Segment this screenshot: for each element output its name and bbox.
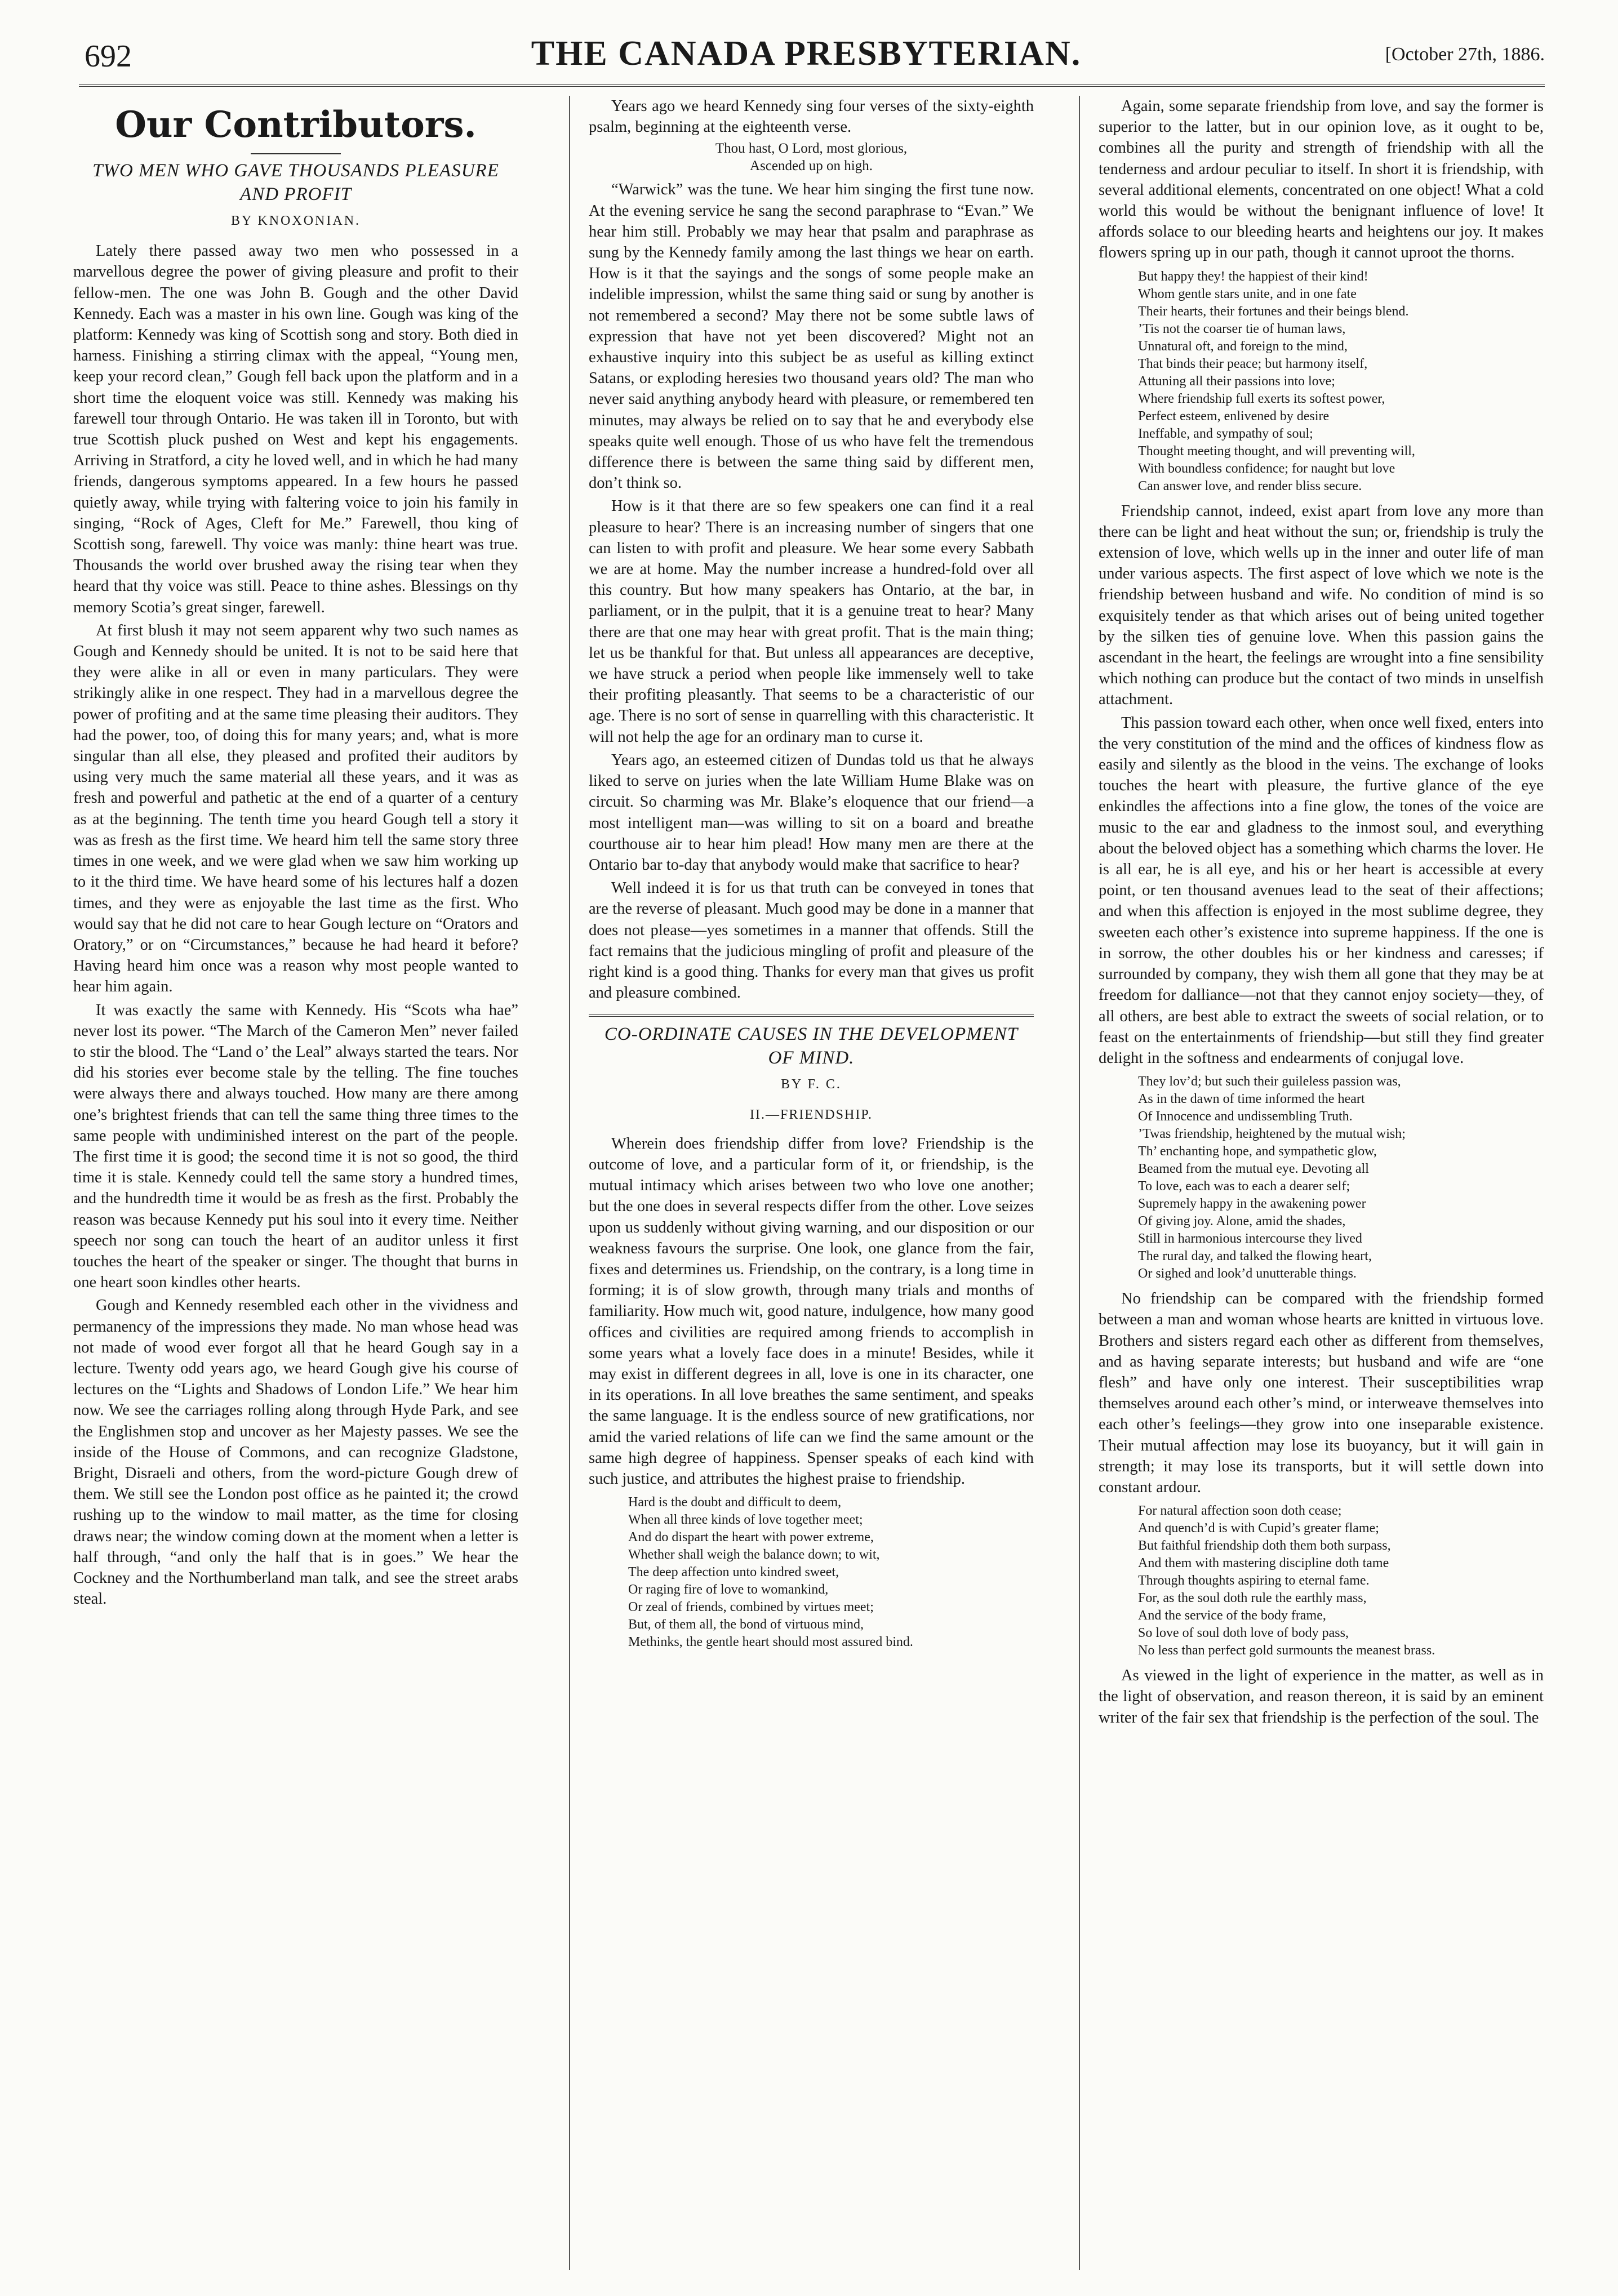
verse-line: Thou hast, O Lord, most glorious,: [715, 141, 908, 157]
verse-line: Ascended up on high.: [749, 158, 873, 174]
heading-rule: [251, 153, 341, 154]
poem-line: Can answer love, and render bliss secure.: [1138, 478, 1362, 493]
poem: [628, 1494, 1034, 1651]
poem-line: For, as the soul doth rule the earthly mass,: [1138, 1591, 1367, 1606]
paragraph: This passion toward each other, when once well fixed, enters into the very constitution of the mind and the offices of kindness flow as easily and silently as the blood in the veins. The exchange of looks touches the heart with pleasure, the furtive glance of the eye enkindles the affections into a fine glow, the tones of the voice are music to the ear and gladness to the inmost soul, and everything about the beloved object has a something which charms the lover. He is all ear, he is all eye, and his or her heart is accessible at every point, or ten thousand avenues lead to the seat of their affections; and when this affection is enjoyed in the most sublime degree, they sweeten each other’s existence into supreme happiness. If the one is in sorrow, the other doubles his or her kindness and caresses; if surrounded by company, they wish them all gone that they may be at freedom for dalliance—not that they cannot enjoy society—they, of all others, are best able to extract the sweets of social relation, or to feast on the entertainments of friendship—but still they find greater delight in the softness and endearments of conjugal love.: [1099, 714, 1544, 1067]
poem-line: Whether shall weigh the balance down; to wit,: [628, 1547, 880, 1563]
poem-line: To love, each was to each a dearer self;: [1138, 1179, 1350, 1194]
paragraph: No friendship can be compared with the friendship formed between a man and woman whose hearts are knitted in virtuous love. Brothers and sisters regard each other as different from themselves, and as having separate interests; but husband and wife are “one flesh” and have only one interest. Their susceptibilities wrap themselves around each other’s mind, or interweave themselves into each other’s feelings—they grow into one inseparable existence. Their mutual affection may lose its buoyancy, but it will gain in strength; it may lose its transports, but it will settle down into constant ardour.: [1099, 1290, 1544, 1496]
poem-line: Perfect esteem, enlivened by desire: [1138, 408, 1330, 424]
poem-line: And the service of the body frame,: [1138, 1608, 1326, 1623]
poem-line: So love of soul doth love of body pass,: [1138, 1626, 1349, 1641]
issue-date: [October 27th, 1886.: [1385, 44, 1545, 65]
poem-line: They lov’d; but such their guileless passion was,: [1138, 1074, 1401, 1089]
paragraph: “Warwick” was the tune. We hear him singing the first tune now. At the evening service he sang the second paraphrase to “Evan.” We hear him still. Probably we may hear that psalm and paraphrase as sung by the Kennedy family among the last things we hear on earth. How is it that the sayings and the songs of some people make an indelible impression, whilst the same thing said or sung by another is not remembered a second? May there not be some subtle laws of expression that have not yet been discovered? Might not an exhaustive inquiry into this subject be as useful as killing extinct Satans, or exploding heresies two thousand years old? The man who never said anything anybody heard with pleasure, or remembered ten minutes, may always be relied on to say that he and everybody else speaks quite well enough. Those of us who have felt the tremendous difference there is between the same thing said by different men, don’t think so.: [589, 181, 1034, 492]
poem-line: Or raging fire of love to womankind,: [628, 1582, 829, 1598]
article-title: TWO MEN WHO GAVE THOUSANDS PLEASURE AND PROFIT: [92, 161, 499, 204]
poem-line: Their hearts, their fortunes and their beings blend.: [1138, 304, 1409, 319]
poem-line: The rural day, and talked the flowing heart,: [1138, 1249, 1372, 1264]
poem-line: But, of them all, the bond of virtuous mind,: [628, 1617, 864, 1632]
paragraph: Again, some separate friendship from love, and say the former is superior to the latter, but in our opinion love, as it ought to be, combines all the purity and strength of friendship with all the tenderness and ardour peculiar to itself. In short it is friendship, with several additional elements, concentrated on one object! What a cold world this would be without the benignant influence of love! It affords solace to our bleeding hearts and heightens our joy. It makes flowers spring up in our path, though it cannot uproot the thorns.: [1099, 97, 1544, 262]
poem-line: Supremely happy in the awakening power: [1138, 1196, 1366, 1212]
poem-line: Methinks, the gentle heart should most assured bind.: [628, 1635, 913, 1650]
department-heading: Our Contributors.: [115, 104, 477, 146]
poem-line: Unnatural oft, and foreign to the mind,: [1138, 339, 1348, 354]
paragraph: Well indeed it is for us that truth can be conveyed in tones that are the reverse of pleasant. Much good may be done in a manner that does not please—yes sometimes in a manner that offends. Still the fact remains that the judicious mingling of profit and pleasure of the right kind is a good thing. Thanks for every man that gives us profit and pleasure combined.: [589, 879, 1034, 1002]
poem-line: Whom gentle stars unite, and in one fate: [1138, 286, 1357, 301]
paragraph: Wherein does friendship differ from love? Friendship is the outcome of love, and a particular form of it, or friendship, is the mutual intimacy which arises between two who love one another; but the one does in several respects differ from the other. Love seizes upon us suddenly without giving warning, and our disposition or our weakness favours the surprise. One look, one glance from the fair, fixes and determines us. Friendship, on the contrary, is a long time in forming; it is of slow growth, through many trials and months of familiarity. How much wit, good nature, indulgence, how many good offices and civilities are required among friends to accomplish in some years what a lovely face does in a minute! Besides, while it may exist in different degrees in all, love is one in its character, one in its operations. In all love breathes the same sentiment, and speaks the same language. It is the endless source of new gratifications, nor amid the varied relations of life can we find the same amount or the same high degree of happiness. Spenser speaks of each kind with such justice, and attributes the highest praise to friendship.: [589, 1134, 1034, 1488]
poem-line: Ineffable, and sympathy of soul;: [1138, 426, 1313, 441]
poem-line: Hard is the doubt and difficult to deem,: [628, 1495, 842, 1510]
header-rule: [79, 84, 1545, 87]
paragraph: At first blush it may not seem apparent why two such names as Gough and Kennedy should be united. It is not to be said here that they were alike in all or even in many particulars. They were strikingly alike in one respect. They had in a marvellous degree the power of profiting and at the same time pleasing their auditors. They had the power, too, of doing this for many years; and, what is more singular than all else, they pleased and profited their auditors by using very much the same material all these years, and it was as fresh and powerful and pathetic at the end of a quarter of a century as at the beginning. The tenth time you heard Gough tell a story it was as fresh as the first time. We heard him tell the same story three times in one week, and we were glad when we saw him working up to it the third time. We have heard some of his lectures half a dozen times, and they were as enjoyable the last time as the first. Who would say that he did not care to hear Gough lecture on “Orators and Oratory,” or on “Circumstances,” because he had heard it before? Having heard him once was a reason why most people wanted to hear him again.: [73, 621, 518, 996]
article-separator: [589, 1014, 1034, 1017]
article-byline: BY KNOXONIAN.: [230, 213, 361, 228]
column-2: [589, 96, 1034, 2270]
poem: [1138, 268, 1544, 495]
poem-line: And do dispart the heart with power extreme,: [628, 1530, 874, 1545]
poem-line: With boundless confidence; for naught but love: [1138, 461, 1395, 476]
poem-line: As in the dawn of time informed the heart: [1138, 1092, 1365, 1107]
poem-line: No less than perfect gold surmounts the meanest brass.: [1138, 1643, 1435, 1658]
poem-line: But happy they! the happiest of their kind!: [1138, 269, 1368, 284]
poem-line: ’Tis not the coarser tie of human laws,: [1138, 321, 1346, 336]
paragraph: Gough and Kennedy resembled each other in the vividness and permanency of the impressions they made. No man whose head was not made of wood ever forgot all that he heard Gough say in a lecture. Twenty odd years ago, we heard Gough give his course of lectures on the “Lights and Shadows of London Life.” We hear him now. We see the carriages rolling along through Hyde Park, and see the Englishmen stop and uncover as her Majesty passes. We see the inside of the House of Commons, and can recognize Gladstone, Bright, Disraeli and others, from the word-picture Gough drew of them. We still see the London post office as he painted it; the crowd rushing up to the window to mail matter, as the time for closing draws near; the window coming down at the moment when a letter is half through, “and only the half that is in goes.” We hear the Cockney and the Northumberland man talk, and see the street arabs steal.: [73, 1297, 518, 1608]
column-1: [73, 96, 518, 2270]
column-3: [1099, 96, 1544, 2270]
paragraph: As viewed in the light of experience in the matter, as well as in the light of observation, and reason thereon, it is said by an eminent writer of the fair sex that friendship is the perfection of the soul. The: [1099, 1667, 1544, 1727]
poem-line: Where friendship full exerts its softest power,: [1138, 391, 1385, 406]
poem-line: But faithful friendship doth them both surpass,: [1138, 1538, 1391, 1554]
poem-line: Of Innocence and undissembling Truth.: [1138, 1109, 1353, 1124]
poem-line: Or sighed and look’d unutterable things.: [1138, 1266, 1357, 1282]
article-title: CO-ORDINATE CAUSES IN THE DEVELOPMENT OF MIND.: [604, 1024, 1019, 1069]
poem-line: And quench’d is with Cupid’s greater flame;: [1138, 1521, 1379, 1536]
poem-line: That binds their peace; but harmony itself,: [1138, 356, 1368, 371]
psalm-verse: [589, 140, 1034, 175]
paragraph: Friendship cannot, indeed, exist apart from love any more than there can be light and heat without the sun; or, friendship is truly the extension of love, which wells up in the inner and outer life of man under various aspects. The first aspect of love which we note is the friendship between husband and wife. No condition of mind is so exquisitely tender as that which arises out of being united together by the silken ties of genuine love. When this passion gains the ascendant in the heart, the feelings are wrought into a fine sensibility which nothing can produce but the contact of two minds in unselfish attachment.: [1099, 502, 1544, 709]
article-subhead: II.—FRIENDSHIP.: [749, 1107, 873, 1122]
paragraph: It was exactly the same with Kennedy. His “Scots wha hae” never lost its power. “The March of the Cameron Men” never failed to stir the blood. The “Land o’ the Leal” always started the tears. Nor did his stories ever become stale by the telling. The fine touches were always there and always touched. How many are there among one’s brightest friends that can tell the same thing three times to the same people with undiminished interest on the part of the people. The first time it is good; the second time it is not so good, the third time it is stale. Kennedy could tell the same story a hundred times, and the hundredth time it would be as fresh as the first. Probably the reason was because Kennedy put his soul into it every time. Neither speech nor song can touch the heart of an auditor unless it first touches the heart of the speaker or singer. The thought that burns in one heart soon kindles other hearts.: [73, 1001, 518, 1292]
poem: [1138, 1073, 1544, 1283]
poem-line: When all three kinds of love together meet;: [628, 1512, 863, 1528]
poem-line: ’Twas friendship, heightened by the mutual wish;: [1138, 1127, 1406, 1142]
article-byline: BY F. C.: [781, 1077, 842, 1092]
paragraph: Years ago we heard Kennedy sing four verses of the sixty-eighth psalm, beginning at the eighteenth verse.: [589, 97, 1034, 136]
paragraph: How is it that there are so few speakers one can find it a real pleasure to hear? There is an increasing number of singers that one can listen to with profit and pleasure. We hear some every Sabbath we are at home. May the number increase a hundred-fold over all this country. But how many speakers has Ontario, at the bar, in parliament, or in the pulpit, that it is a genuine treat to hear? Many there are that one may hear with great profit. That is the main thing; let us be thankful for that. But unless all appearances are deceptive, we have struck a period when people like immensely well to take their profiting pleasantly. That seems to be a characteristic of our age. There is no sort of sense in quarrelling with this characteristic. It will not help the age for an ordinary man to curse it.: [589, 497, 1034, 746]
page-header: [68, 34, 1545, 79]
poem-line: The deep affection unto kindred sweet,: [628, 1565, 839, 1580]
poem-line: Of giving joy. Alone, amid the shades,: [1138, 1214, 1346, 1229]
masthead: THE CANADA PRESBYTERIAN.: [531, 34, 1082, 73]
poem-line: And them with mastering discipline doth tame: [1138, 1556, 1389, 1571]
poem-line: Beamed from the mutual eye. Devoting all: [1138, 1162, 1369, 1177]
paragraph: Years ago, an esteemed citizen of Dundas told us that he always liked to serve on juries when the late William Hume Blake was on circuit. So charming was Mr. Blake’s eloquence that our friend—a most intelligent man—was willing to sit on a board and breathe courthouse air to hear him plead! How many men are there at the Ontario bar to-day that anybody would make that sacrifice to hear?: [589, 751, 1034, 874]
poem-line: Th’ enchanting hope, and sympathetic glow,: [1138, 1144, 1377, 1159]
paragraph: Lately there passed away two men who possessed in a marvellous degree the power of giving pleasure and profit to their fellow-men. The one was John B. Gough and the other David Kennedy. Each was a master in his own line. Gough was king of the platform: Kennedy was king of Scottish song and story. Both died in harness. Finishing a stirring climax with the appeal, “Young men, keep your record clean,” Gough fell back upon the platform and in a short time the eloquent voice was still. Kennedy was making his farewell tour through Ontario. He was taken ill in Toronto, but with true Scottish pluck pushed on West and kept his engagements. Arriving in Stratford, a city he loved well, and in which he had many friends, dangerous symptoms appeared. In a few hours he passed quietly away, while trying with faltering voice to join his family in singing, “Rock of Ages, Cleft for Me.” Farewell, thou king of Scottish song, farewell. Thy voice was manly: thine heart was true. Thousands the world over brushed away the rising tear when they heard that thy voice was still. Peace to thine ashes. Blessings on thy memory Scotia’s great singer, farewell.: [73, 242, 518, 616]
column-divider: [569, 96, 570, 2270]
poem-line: Through thoughts aspiring to eternal fame.: [1138, 1573, 1370, 1588]
poem-line: Or zeal of friends, combined by virtues meet;: [628, 1600, 874, 1615]
poem-line: Thought meeting thought, and will preventing will,: [1138, 443, 1415, 459]
poem-line: Attuning all their passions into love;: [1138, 373, 1335, 389]
page-number: 692: [85, 39, 132, 74]
poem: [1138, 1502, 1544, 1659]
poem-line: Still in harmonious intercourse they lived: [1138, 1231, 1362, 1247]
poem-line: For natural affection soon doth cease;: [1138, 1503, 1342, 1519]
column-divider: [1079, 96, 1080, 2270]
